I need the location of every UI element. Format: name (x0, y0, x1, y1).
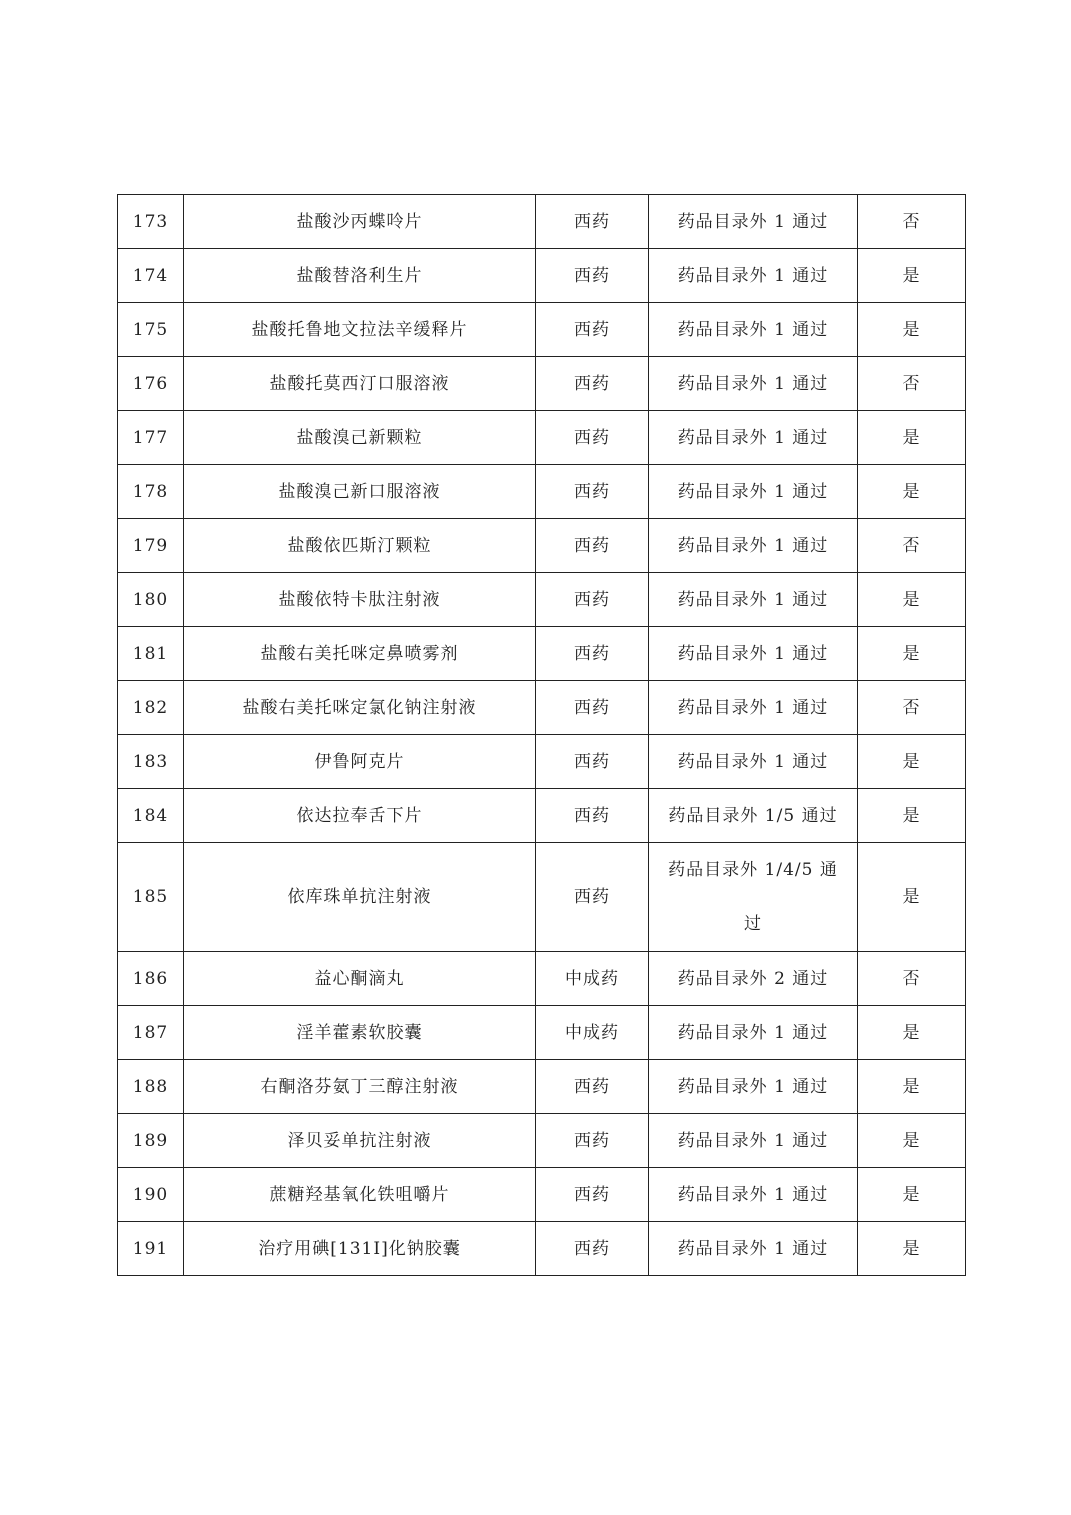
table-row (118, 627, 966, 681)
row-number: 178 (118, 465, 184, 519)
drug-type: 西药 (536, 195, 649, 249)
review-status (649, 789, 858, 843)
drug-type: 西药 (536, 1114, 649, 1168)
review-status-text: 药品目录外 1 通过 (677, 211, 829, 232)
drug-type: 西药 (536, 627, 649, 681)
table-row (118, 789, 966, 843)
yes-no-flag: 是 (858, 843, 966, 952)
yes-no-flag: 否 (858, 357, 966, 411)
row-number: 187 (118, 1006, 184, 1060)
drug-type: 西药 (536, 303, 649, 357)
drug-type: 西药 (536, 519, 649, 573)
row-number: 175 (118, 303, 184, 357)
review-status-text: 药品目录外 1 通过 (677, 1076, 829, 1097)
yes-no-flag: 是 (858, 1168, 966, 1222)
yes-no-flag: 是 (858, 735, 966, 789)
review-status-text: 药品目录外 1 通过 (677, 265, 829, 286)
drug-type: 西药 (536, 789, 649, 843)
review-status (649, 681, 858, 735)
yes-no-flag: 是 (858, 627, 966, 681)
drug-type: 西药 (536, 735, 649, 789)
table-row (118, 411, 966, 465)
review-status-text: 药品目录外 1 通过 (677, 1130, 829, 1151)
review-status (649, 843, 858, 952)
review-status (649, 249, 858, 303)
drug-name: 盐酸右美托咪定鼻喷雾剂 (184, 627, 536, 681)
review-status-text: 药品目录外 1 通过 (677, 1184, 829, 1205)
review-status-text: 药品目录外 1 通过 (677, 697, 829, 718)
table-row (118, 1222, 966, 1276)
drug-name: 盐酸右美托咪定氯化钠注射液 (184, 681, 536, 735)
review-status-text: 药品目录外 2 通过 (677, 968, 829, 989)
row-number: 191 (118, 1222, 184, 1276)
row-number: 176 (118, 357, 184, 411)
drug-name: 盐酸依特卡肽注射液 (184, 573, 536, 627)
review-status-text: 药品目录外 1 通过 (677, 427, 829, 448)
review-status-text: 药品目录外 1 通过 (677, 481, 829, 502)
yes-no-flag: 否 (858, 195, 966, 249)
drug-name: 盐酸替洛利生片 (184, 249, 536, 303)
table-row (118, 1060, 966, 1114)
yes-no-flag: 否 (858, 952, 966, 1006)
yes-no-flag: 是 (858, 789, 966, 843)
drug-name: 盐酸溴己新颗粒 (184, 411, 536, 465)
review-status (649, 952, 858, 1006)
review-status-text: 药品目录外 1 通过 (677, 373, 829, 394)
review-status (649, 573, 858, 627)
row-number: 180 (118, 573, 184, 627)
review-status (649, 1060, 858, 1114)
row-number: 179 (118, 519, 184, 573)
review-status-text: 药品目录外 1 通过 (677, 319, 829, 340)
drug-name: 治疗用碘[131I]化钠胶囊 (184, 1222, 536, 1276)
review-status (649, 303, 858, 357)
table-row (118, 465, 966, 519)
drug-name: 盐酸溴己新口服溶液 (184, 465, 536, 519)
row-number: 190 (118, 1168, 184, 1222)
yes-no-flag: 是 (858, 1222, 966, 1276)
drug-type: 西药 (536, 411, 649, 465)
drug-name: 盐酸沙丙蝶呤片 (184, 195, 536, 249)
table-row (118, 1168, 966, 1222)
row-number: 186 (118, 952, 184, 1006)
table-row (118, 1114, 966, 1168)
review-status (649, 411, 858, 465)
drug-type: 西药 (536, 1060, 649, 1114)
review-status (649, 1006, 858, 1060)
review-status-text: 药品目录外 1 通过 (677, 643, 829, 664)
drug-type: 西药 (536, 1168, 649, 1222)
row-number: 184 (118, 789, 184, 843)
table-row (118, 195, 966, 249)
table-row (118, 1006, 966, 1060)
row-number: 182 (118, 681, 184, 735)
yes-no-flag: 是 (858, 465, 966, 519)
table-row (118, 735, 966, 789)
review-status-text: 药品目录外 1/4/5 通过 (668, 860, 838, 934)
row-number: 189 (118, 1114, 184, 1168)
row-number: 181 (118, 627, 184, 681)
table-body (118, 195, 966, 1276)
drug-name: 盐酸托莫西汀口服溶液 (184, 357, 536, 411)
drug-name: 伊鲁阿克片 (184, 735, 536, 789)
review-status (649, 357, 858, 411)
row-number: 174 (118, 249, 184, 303)
drug-list-table (117, 194, 966, 1276)
review-status (649, 1114, 858, 1168)
drug-name: 淫羊藿素软胶囊 (184, 1006, 536, 1060)
table-row (118, 843, 966, 952)
table-row (118, 681, 966, 735)
drug-name: 右酮洛芬氨丁三醇注射液 (184, 1060, 536, 1114)
row-number: 173 (118, 195, 184, 249)
yes-no-flag: 是 (858, 249, 966, 303)
row-number: 188 (118, 1060, 184, 1114)
drug-type: 西药 (536, 357, 649, 411)
row-number: 177 (118, 411, 184, 465)
drug-name: 泽贝妥单抗注射液 (184, 1114, 536, 1168)
drug-name: 益心酮滴丸 (184, 952, 536, 1006)
drug-type: 西药 (536, 1222, 649, 1276)
yes-no-flag: 是 (858, 1006, 966, 1060)
row-number: 185 (118, 843, 184, 952)
review-status (649, 1168, 858, 1222)
review-status (649, 195, 858, 249)
yes-no-flag: 是 (858, 303, 966, 357)
yes-no-flag: 是 (858, 1060, 966, 1114)
table-row (118, 249, 966, 303)
review-status-text: 药品目录外 1 通过 (677, 1022, 829, 1043)
drug-name: 依达拉奉舌下片 (184, 789, 536, 843)
drug-name: 依库珠单抗注射液 (184, 843, 536, 952)
review-status (649, 627, 858, 681)
review-status-text: 药品目录外 1 通过 (677, 751, 829, 772)
drug-type: 中成药 (536, 952, 649, 1006)
review-status-text: 药品目录外 1 通过 (677, 1238, 829, 1259)
drug-name: 蔗糖羟基氧化铁咀嚼片 (184, 1168, 536, 1222)
drug-type: 西药 (536, 843, 649, 952)
drug-type: 西药 (536, 465, 649, 519)
yes-no-flag: 否 (858, 681, 966, 735)
review-status (649, 519, 858, 573)
review-status-text: 药品目录外 1 通过 (677, 589, 829, 610)
drug-type: 西药 (536, 681, 649, 735)
table-row (118, 952, 966, 1006)
yes-no-flag: 是 (858, 411, 966, 465)
table-row (118, 357, 966, 411)
drug-type: 西药 (536, 573, 649, 627)
drug-type: 中成药 (536, 1006, 649, 1060)
review-status (649, 465, 858, 519)
review-status (649, 735, 858, 789)
table-row (118, 573, 966, 627)
yes-no-flag: 是 (858, 573, 966, 627)
drug-name: 盐酸依匹斯汀颗粒 (184, 519, 536, 573)
table-row (118, 519, 966, 573)
table-row (118, 303, 966, 357)
drug-type: 西药 (536, 249, 649, 303)
review-status-text: 药品目录外 1 通过 (677, 535, 829, 556)
drug-name: 盐酸托鲁地文拉法辛缓释片 (184, 303, 536, 357)
yes-no-flag: 否 (858, 519, 966, 573)
yes-no-flag: 是 (858, 1114, 966, 1168)
review-status (649, 1222, 858, 1276)
review-status-text: 药品目录外 1/5 通过 (668, 805, 838, 826)
row-number: 183 (118, 735, 184, 789)
